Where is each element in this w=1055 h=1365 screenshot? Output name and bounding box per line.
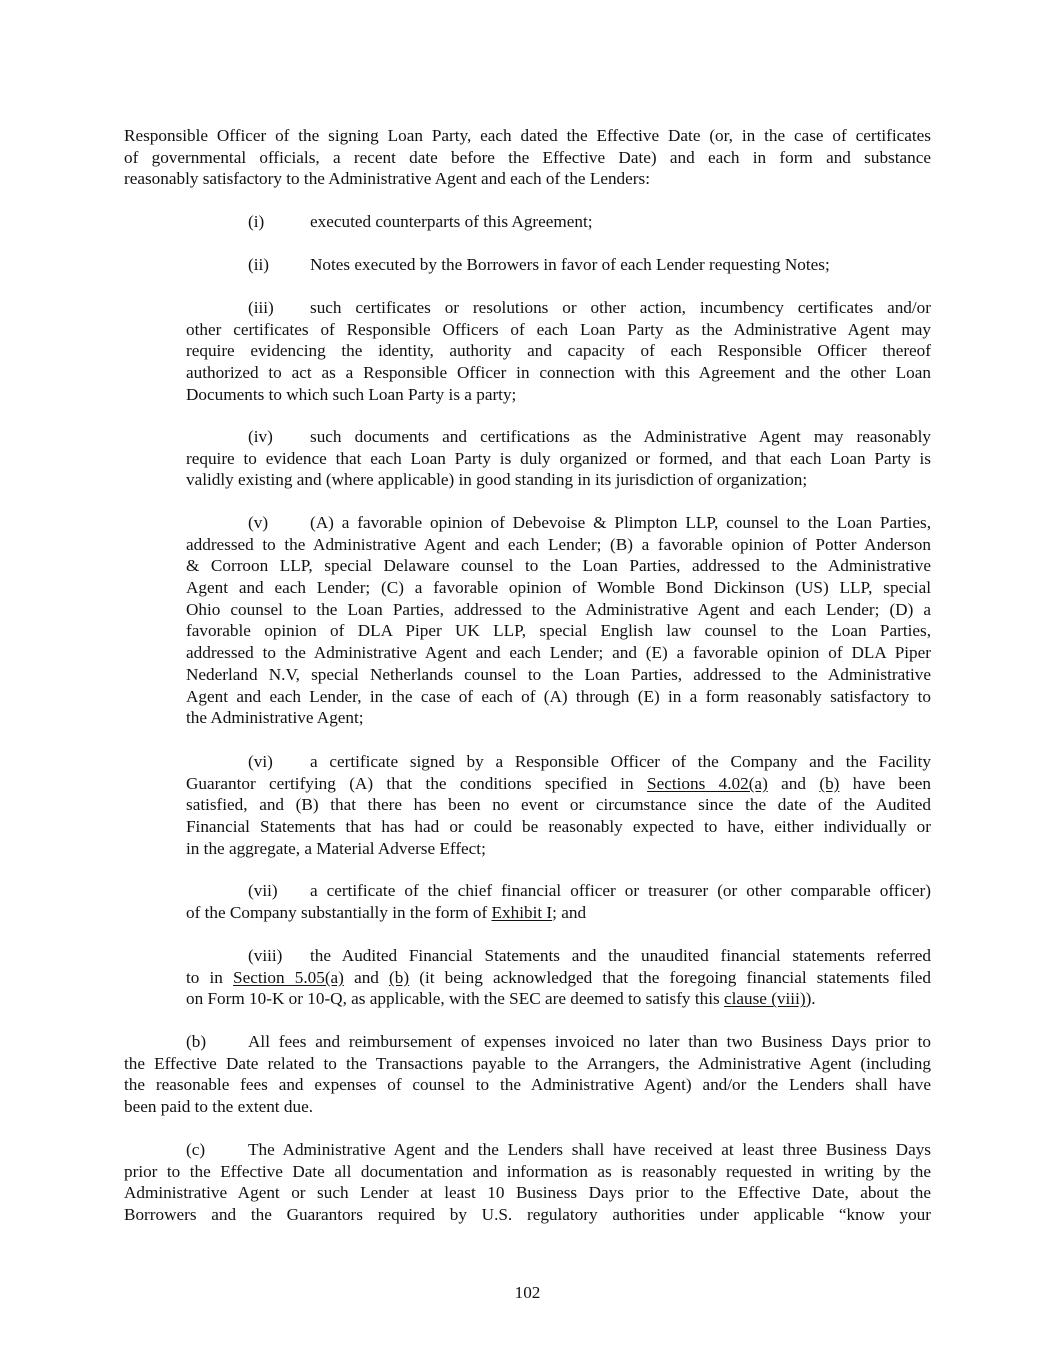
text-line [186,902,931,924]
cross-reference-link[interactable]: (b) [819,773,840,793]
line-text: a certificate signed by a Responsible Officer of the Company and the Facility [310,752,931,771]
line-text: (A) a favorable opinion of Debevoise & Plimpton LLP, counsel to the Loan Parties, [310,513,931,532]
line-text: such certificates or resolutions or other action, incumbency certificates and/or [310,298,931,317]
line-text: other certificates of Responsible Officers of each Loan Party as the Administrative Agent may [186,319,931,339]
text-line [186,599,931,621]
line-text: of governmental officials, a recent date before the Effective Date) and each in form and substance [124,147,931,167]
cross-reference-link[interactable]: Sections 4.02(a) [647,773,768,793]
item-label: (viii) [248,946,283,965]
text-line [186,620,931,642]
text-line [124,1161,931,1183]
line-text: the Effective Date related to the Transactions payable to the Arrangers, the Administrative Agent (including [124,1053,931,1073]
text-line [186,362,931,384]
paragraph-c [124,1139,931,1226]
item-text [310,297,931,319]
text-line [186,988,931,1010]
item-label: (i) [248,212,265,231]
paragraph-v [186,512,931,729]
text-line [186,1139,931,1161]
item-text [310,426,931,448]
line-text: Financial Statements that has had or could be reasonably expected to have, either individually or [186,817,931,837]
line-text: favorable opinion of DLA Piper UK LLP, special English law counsel to the Loan Parties, [186,621,931,641]
text-line [124,125,931,147]
line-text: Responsible Officer of the signing Loan Party, each dated the Effective Date (or, in the case of certificates [124,126,931,145]
paragraph-i [186,211,931,233]
text-line [186,773,931,795]
line-text: The Administrative Agent and the Lenders shall have received at least three Business Days [248,1140,931,1159]
text-line [186,555,931,577]
paragraph-intro [124,125,931,190]
cross-reference-link[interactable]: (b) [389,967,410,987]
line-text: Guarantor certifying (A) that the conditions specified in [186,773,648,793]
text-line [248,945,931,967]
paragraph-iv [186,426,931,491]
line-text: Ohio counsel to the Loan Parties, addressed to the Administrative Agent and each Lender; (D) a [186,599,931,619]
text-line [186,319,931,341]
line-text: and [343,967,390,987]
line-text: the Audited Financial Statements and the unaudited financial statements referred [310,946,931,965]
line-text: of the Company substantially in the form of [186,902,492,922]
line-text: have been [839,773,932,793]
line-text: Agent and each Lender, in the case of each of (A) through (E) in a form reasonably satisfactory to [186,686,931,706]
line-text: Agent and each Lender; (C) a favorable opinion of Womble Bond Dickinson (US) LLP, special [186,578,931,598]
line-text: Documents to which such Loan Party is a party; [186,384,517,404]
text-line [248,512,931,534]
text-line [186,534,931,556]
item-text [310,512,931,534]
line-text: require to evidence that each Loan Party is duly organized or formed, and that each Loan Party is [186,448,931,468]
text-line [248,751,931,773]
item-label: (c) [186,1140,206,1159]
paragraph-ii [186,254,931,276]
text-line [186,967,931,989]
item-label: (iii) [248,298,274,317]
text-line [248,254,931,276]
line-text: Borrowers and the Guarantors required by U.S. regulatory authorities under applicable “know your [124,1205,931,1225]
text-line [124,147,931,169]
line-text: reasonably satisfactory to the Administrative Agent and each of the Lenders: [124,169,650,189]
item-text [310,880,931,902]
line-text: Nederland N.V, special Netherlands counsel to the Loan Parties, addressed to the Administrative [186,664,931,684]
item-text [248,1031,931,1053]
item-text [248,1139,931,1161]
text-line [248,297,931,319]
line-text: such documents and certifications as the Administrative Agent may reasonably [310,427,931,446]
text-line [186,577,931,599]
item-text [310,254,931,276]
text-line [186,816,931,838]
line-text: addressed to the Administrative Agent and each Lender; and (E) a favorable opinion of DLA Piper [186,643,931,663]
line-text: the reasonable fees and expenses of counsel to the Administrative Agent) and/or the Lenders shall have [124,1075,931,1095]
text-line [186,1031,931,1053]
text-line [248,211,931,233]
text-line [124,1074,931,1096]
item-text [310,751,931,773]
paragraph-vi [186,751,931,859]
line-text: a certificate of the chief financial officer or treasurer (or other comparable officer) [310,881,931,900]
text-line [186,384,931,406]
line-text: Administrative Agent or such Lender at least 10 Business Days prior to the Effective Date, about the [124,1183,931,1203]
line-text: All fees and reimbursement of expenses invoiced no later than two Business Days prior to [248,1032,931,1051]
text-line [124,1182,931,1204]
text-line [186,838,931,860]
line-text: addressed to the Administrative Agent and each Lender; (B) a favorable opinion of Potter Anderson [186,534,931,554]
text-line [186,686,931,708]
item-label: (b) [186,1032,207,1051]
line-text: & Corroon LLP, special Delaware counsel to the Loan Parties, addressed to the Administrative [186,556,931,576]
line-text: satisfied, and (B) that there has been no event or circumstance since the date of the Audited [186,795,931,815]
text-line [248,880,931,902]
item-label: (vii) [248,881,278,900]
line-text: been paid to the extent due. [124,1097,313,1117]
line-text: prior to the Effective Date all documentation and information as is reasonably requested in writing by the [124,1161,931,1181]
item-label: (vi) [248,752,273,771]
cross-reference-link[interactable]: clause (viii) [723,989,806,1009]
text-line [186,469,931,491]
line-text: Notes executed by the Borrowers in favor of each Lender requesting Notes; [310,255,830,274]
line-text: ). [805,989,816,1009]
line-text: and [767,773,820,793]
text-line [186,707,931,729]
text-line [248,426,931,448]
text-line [124,1204,931,1226]
cross-reference-link[interactable]: Exhibit I [491,902,553,922]
text-line [124,1053,931,1075]
item-label: (v) [248,513,269,532]
line-text: the Administrative Agent; [186,708,364,728]
paragraph-iii [186,297,931,405]
line-text: require evidencing the identity, authority and capacity of each Responsible Officer thereof [186,341,931,361]
text-line [186,794,931,816]
line-text: authorized to act as a Responsible Officer in connection with this Agreement and the other Loan [186,363,931,383]
text-line [186,448,931,470]
paragraph-b [124,1031,931,1118]
text-line [124,1096,931,1118]
item-text [310,945,931,967]
paragraph-viii [186,945,931,1010]
line-text: in the aggregate, a Material Adverse Effect; [186,838,486,858]
text-line [186,642,931,664]
line-text: executed counterparts of this Agreement; [310,212,593,231]
page-number: 102 [514,1283,541,1302]
text-line [124,168,931,190]
paragraph-vii [186,880,931,923]
line-text: (it being acknowledged that the foregoing financial statements filed [409,967,931,987]
text-line [186,340,931,362]
line-text: to in [186,967,234,987]
line-text: validly existing and (where applicable) in good standing in its jurisdiction of organization; [186,470,808,490]
item-text [310,211,931,233]
text-line [186,664,931,686]
item-label: (iv) [248,427,273,446]
item-label: (ii) [248,255,269,274]
line-text: ; and [552,902,587,922]
line-text: on Form 10-K or 10-Q, as applicable, with the SEC are deemed to satisfy this [186,989,724,1009]
cross-reference-link[interactable]: Section 5.05(a) [233,967,344,987]
